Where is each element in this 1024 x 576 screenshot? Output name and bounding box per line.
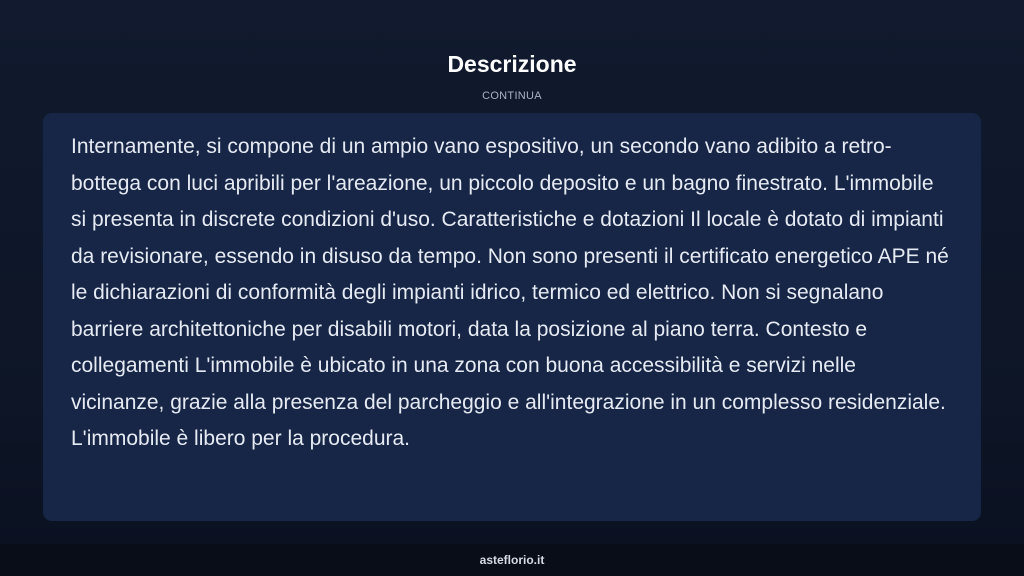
- site-link[interactable]: asteflorio.it: [479, 553, 545, 567]
- description-text: Internamente, si compone di un ampio vano espositivo, un secondo vano adibito a retro-bottega con luci apribili per l'areazione, un piccolo deposito e un bagno finestrato. L'immobile si presenta in discrete condizioni d'uso. Caratteristiche e dotazioni Il locale è dotato di impianti da revisionare, essendo in disuso da tempo. Non sono presenti il certificato energetico APE né le dichiarazioni di conformità degli impianti idrico, termico ed elettrico. Non si segnalano barriere architettoniche per disabili motori, data la posizione al piano terra. Contesto e collegamenti L'immobile è ubicato in una zona con buona accessibilità e servizi nelle vicinanze, grazie alla presenza del parcheggio e all'integrazione in un complesso residenziale. L'immobile è libero per la procedura.: [71, 135, 949, 450]
- page-title: Descrizione: [447, 51, 577, 77]
- footer-bar: [0, 544, 1024, 576]
- description-card: [43, 113, 981, 521]
- continue-label: CONTINUA: [482, 90, 542, 102]
